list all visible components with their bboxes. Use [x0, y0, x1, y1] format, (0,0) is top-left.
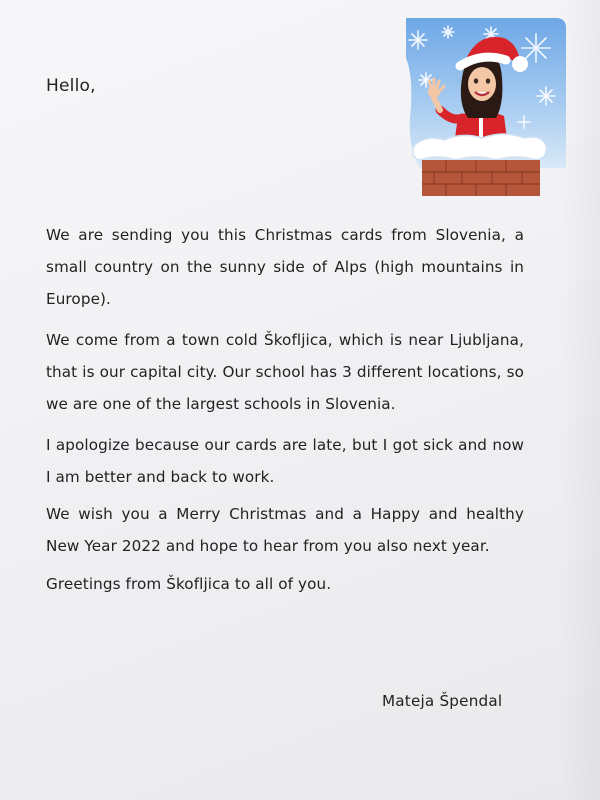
santa-girl-chimney-illustration: [396, 18, 566, 196]
letter-body: [46, 219, 524, 609]
paragraph-intro: We are sending you this Christmas cards from Slovenia, a small country on the sunny side of Alps (high mountains in Europe).: [46, 226, 524, 308]
paragraph-town: We come from a town cold Škofljica, which is near Ljubljana, that is our capital city. Our school has 3 different locations, so we are one of the largest schools in Slovenia.: [46, 331, 524, 413]
paragraph-apology: I apologize because our cards are late, but I got sick and now I am better and back to work.: [46, 436, 524, 486]
paragraph-wishes: We wish you a Merry Christmas and a Happy and healthy New Year 2022 and hope to hear from you also next year.: [46, 505, 524, 555]
santa-girl-waving-from-chimney-icon: [396, 18, 566, 196]
greeting: Hello,: [46, 76, 96, 96]
paragraph-greetings: Greetings from Škofljica to all of you.: [46, 575, 332, 593]
signature: Mateja Špendal: [382, 692, 503, 710]
